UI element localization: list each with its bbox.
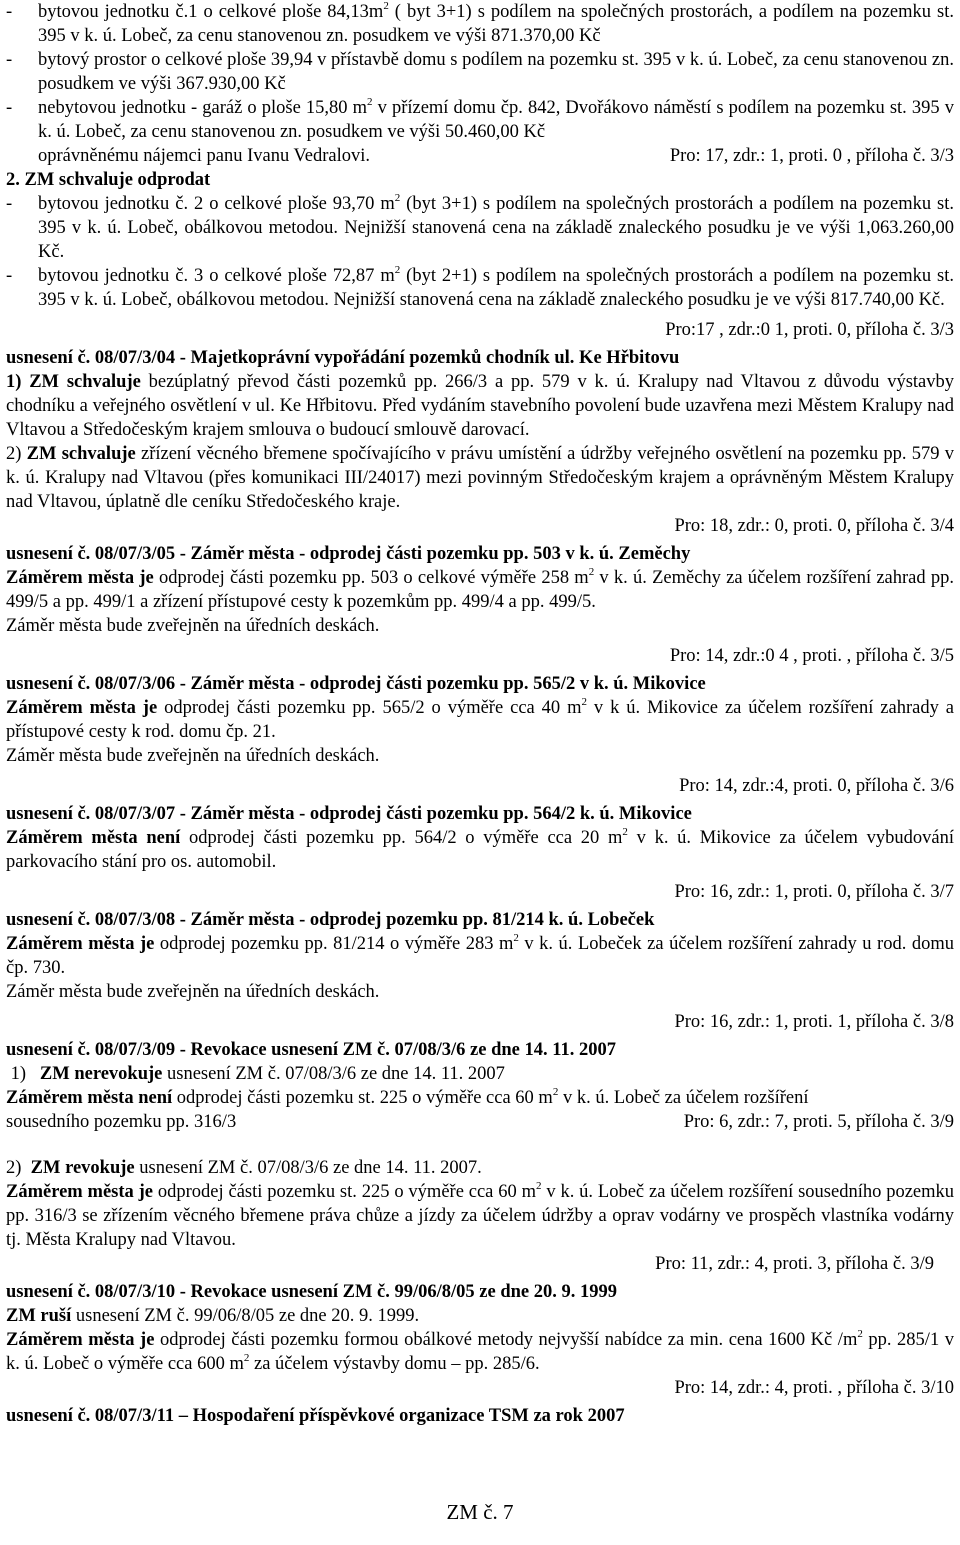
superscript: 2 [367, 96, 373, 108]
bold-lead: Záměrem města je [6, 698, 158, 718]
paragraph-text: v k. ú. Mikovice za účelem vybudování parkovacího stání pro os. automobil. [6, 828, 954, 872]
tail-row [6, 144, 954, 168]
paragraph-text: v k. ú. Lobeč za účelem rozšíření sousedního pozemku pp. 316/3 se zřízením věcného břemene práva chůze a jízdy za účelem údržby a oprav vodárny ve prospěch vlastníka vodárny tj. Města Kralupy nad Vltavou. [6, 1182, 955, 1250]
resolution-09 [6, 1038, 954, 1276]
resolution-title: usnesení č. 08/07/3/10 - Revokace usnesení ZM č. 99/06/8/05 ze dne 20. 9. 1999 [6, 1282, 617, 1302]
paragraph-text: v k. ú. Lobeček za účelem rozšíření zahrady u rod. domu čp. 730. [6, 934, 954, 978]
paragraph-text: odprodej části pozemku pp. 503 o celkové výměře 258 m [153, 568, 589, 588]
superscript: 2 [243, 1352, 250, 1364]
resolution-title: usnesení č. 08/07/3/09 - Revokace usnesení ZM č. 07/08/3/6 ze dne 14. 11. 2007 [6, 1040, 616, 1060]
paragraph-text: usnesení ZM č. 07/08/3/6 ze dne 14. 11. 2007. [134, 1158, 482, 1178]
number-prefix: 2) [6, 1158, 31, 1178]
vote-line: Pro: 14, zdr.: 4, proti. , příloha č. 3/10 [674, 1378, 954, 1398]
superscript: 2 [513, 932, 519, 944]
resolution-10 [6, 1280, 954, 1400]
paragraph-text: odprodej části pozemku pp. 565/2 o výměře cca 40 m [157, 698, 582, 718]
bullet-dash: - [6, 50, 13, 70]
superscript: 2 [552, 1086, 559, 1098]
item-text: bytovou jednotku č.1 o celkové ploše 84,13m [38, 2, 384, 22]
number-prefix: 1) [6, 1064, 40, 1084]
bold-lead: Záměrem města je [6, 934, 155, 954]
resolution-title: usnesení č. 08/07/3/07 - Záměr města - odprodej části pozemku pp. 564/2 k. ú. Mikovice [6, 804, 692, 824]
section-2 [6, 168, 954, 342]
bold-lead: 1) ZM schvaluje [6, 372, 141, 392]
bullet-dash: - [6, 266, 13, 286]
superscript: 2 [588, 566, 595, 578]
bullet-dash: - [6, 98, 13, 118]
paragraph-text: pp. 285/1 v k. ú. Lobeč o výměře cca 600 m [6, 1330, 954, 1374]
publication-note: Záměr města bude zveřejněn na úředních deskách. [6, 616, 380, 636]
superscript: 2 [394, 192, 401, 204]
vote-line: Pro: 16, zdr.: 1, proti. 1, příloha č. 3/8 [674, 1012, 954, 1032]
resolution-08 [6, 908, 954, 1034]
vote-line: Pro: 17, zdr.: 1, proti. 0 , příloha č. 3/3 [669, 146, 954, 166]
resolution-title: usnesení č. 08/07/3/06 - Záměr města - odprodej části pozemku pp. 565/2 v k. ú. Mikovice [6, 674, 706, 694]
resolution-06 [6, 672, 954, 798]
paragraph-text: v k ú. Mikovice za účelem rozšíření zahrady a přístupové cesty k rod. domu čp. 21. [6, 698, 954, 742]
list-item [6, 0, 954, 48]
list-item [6, 96, 954, 144]
paragraph-text: sousedního pozemku pp. 316/3 [6, 1112, 237, 1132]
resolution-04 [6, 346, 954, 538]
paragraph-text: v k. ú. Zeměchy za účelem rozšíření zahrad pp. 499/5 a pp. 499/1 a zřízení přístupové cesty k pozemkům pp. 499/4 a pp. 499/5. [6, 568, 954, 612]
paragraph-text: zřízení věcného břemene spočívajícího v právu umístění a údržby veřejného osvětlení na pozemku pp. 579 v k. ú. Kralupy nad Vltavou (přes komunikaci III/24017) mezi povinným Středočeským krajem a oprávněným Městem Kralupy nad Vltavou, úplatně dle ceníku Středočeského kraje. [6, 444, 954, 512]
list-item [6, 192, 954, 264]
paragraph-text: za účelem výstavby domu – pp. 285/6. [249, 1354, 540, 1374]
vote-line: Pro: 16, zdr.: 1, proti. 0, příloha č. 3/7 [674, 882, 954, 902]
vote-line: Pro: 14, zdr.:4, proti. 0, příloha č. 3/6 [679, 776, 954, 796]
bold-lead: Záměrem města je [6, 1330, 155, 1350]
resolution-05 [6, 542, 954, 668]
page-footer: ZM č. 7 [446, 1500, 514, 1524]
paragraph-text: odprodej části pozemku st. 225 o výměře cca 60 m [172, 1088, 553, 1108]
item-text: ( byt 3+1) s podílem na společných prostorách, a podílem na pozemku st. 395 v k. ú. Lobeč, za cenu stanovenou zn. posudkem ve výši 871.370,00 Kč [38, 2, 954, 46]
bold-lead: Záměrem města není [6, 1088, 173, 1108]
item-text: bytovou jednotku č. 3 o celkové ploše 72,87 m [38, 266, 395, 286]
bold-lead: Záměrem města je [6, 568, 154, 588]
number-prefix: 2) [6, 444, 27, 464]
bold-lead: Záměrem města není [6, 828, 181, 848]
tail-text: oprávněnému nájemci panu Ivanu Vedralovi. [38, 146, 371, 166]
superscript: 2 [857, 1328, 863, 1340]
vote-row [6, 1110, 954, 1134]
superscript: 2 [536, 1180, 542, 1192]
item-text: bytový prostor o celkové ploše 39,94 v přístavbě domu s podílem na pozemku st. 395 v k. ú. Lobeč, za cenu stanovenou zn. posudkem ve výši 367.930,00 Kč [38, 50, 954, 94]
vote-line: Pro:17 , zdr.:0 1, proti. 0, příloha č. 3/3 [665, 320, 954, 340]
bold-lead: ZM schvaluje [26, 444, 136, 464]
section-heading: 2. ZM schvaluje odprodat [6, 170, 211, 190]
superscript: 2 [622, 826, 628, 838]
vote-line: Pro: 6, zdr.: 7, proti. 5, příloha č. 3/9 [683, 1112, 954, 1132]
item-text: v přízemí domu čp. 842, Dvořákovo náměstí s podílem na pozemku st. 395 v k. ú. Lobeč, za cenu stanovenou zn. posudkem ve výši 50.460,00 Kč [38, 98, 954, 142]
resolution-title: usnesení č. 08/07/3/05 - Záměr města - odprodej části pozemku pp. 503 v k. ú. Zeměchy [6, 544, 691, 564]
vote-line: Pro: 18, zdr.: 0, proti. 0, příloha č. 3/4 [674, 516, 954, 536]
paragraph-text: usnesení ZM č. 99/06/8/05 ze dne 20. 9. 1999. [71, 1306, 420, 1326]
vote-line: Pro: 14, zdr.:0 4 , proti. , příloha č. 3/5 [669, 646, 954, 666]
paragraph-text: bezúplatný převod části pozemků pp. 266/3 a pp. 579 v k. ú. Kralupy nad Vltavou z důvodu výstavby chodníku a veřejného osvětlení v ul. Ke Hřbitovu. Před vydáním stavebního povolení bude uzavřena mezi Městem Kralupy nad Vltavou a Středočeským krajem smlouva o budoucí smlouvě darovací. [6, 372, 954, 440]
superscript: 2 [581, 696, 587, 708]
publication-note: Záměr města bude zveřejněn na úředních deskách. [6, 982, 380, 1002]
top-list [6, 0, 954, 168]
bold-lead: ZM nerevokuje [39, 1064, 163, 1084]
bullet-dash: - [6, 194, 13, 214]
item-text: nebytovou jednotku - garáž o ploše 15,80 m [38, 98, 368, 118]
publication-note: Záměr města bude zveřejněn na úředních deskách. [6, 746, 380, 766]
bold-lead: ZM revokuje [30, 1158, 135, 1178]
resolution-title: usnesení č. 08/07/3/08 - Záměr města - odprodej pozemku pp. 81/214 k. ú. Lobeček [6, 910, 655, 930]
paragraph-text: usnesení ZM č. 07/08/3/6 ze dne 14. 11. 2007 [162, 1064, 505, 1084]
superscript: 2 [383, 0, 389, 12]
item-text: bytovou jednotku č. 2 o celkové ploše 93,70 m [38, 194, 395, 214]
resolution-11 [6, 1404, 954, 1428]
bullet-dash: - [6, 2, 13, 22]
vote-line: Pro: 11, zdr.: 4, proti. 3, příloha č. 3/9 [655, 1254, 934, 1274]
paragraph-text: odprodej pozemku pp. 81/214 o výměře 283 m [154, 934, 514, 954]
paragraph-text: odprodej části pozemku pp. 564/2 o výměře cca 20 m [180, 828, 623, 848]
list-item [6, 264, 954, 312]
paragraph-text: odprodej části pozemku formou obálkové metody nejvyšší nabídce za min. cena 1600 Kč /m [154, 1330, 858, 1350]
item-text: (byt 2+1) s podílem na společných prostorách a podílem na pozemku st. 395 v k. ú. Lobeč, obálkovou metodou. Nejnižší stanovená cena na základě znaleckého posudku je ve výši 817.740,00 Kč. [38, 266, 954, 310]
paragraph-text: odprodej části pozemku st. 225 o výměře cca 60 m [153, 1182, 536, 1202]
list-item [6, 48, 954, 96]
resolution-07 [6, 802, 954, 904]
resolution-title: usnesení č. 08/07/3/11 – Hospodaření příspěvkové organizace TSM za rok 2007 [6, 1406, 625, 1426]
bold-lead: Záměrem města je [6, 1182, 154, 1202]
paragraph-text: v k. ú. Lobeč za účelem rozšíření [558, 1088, 809, 1108]
bold-lead: ZM ruší [6, 1306, 72, 1326]
superscript: 2 [394, 264, 401, 276]
resolution-title: usnesení č. 08/07/3/04 - Majetkoprávní vypořádání pozemků chodník ul. Ke Hřbitovu [6, 348, 680, 368]
item-text: (byt 3+1) s podílem na společných prostorách a podílem na pozemku st. 395 v k. ú. Lobeč, obálkovou metodou. Nejnižší stanovená cena na základě znaleckého posudku je ve výši 1,063.260,00 Kč. [38, 194, 954, 262]
